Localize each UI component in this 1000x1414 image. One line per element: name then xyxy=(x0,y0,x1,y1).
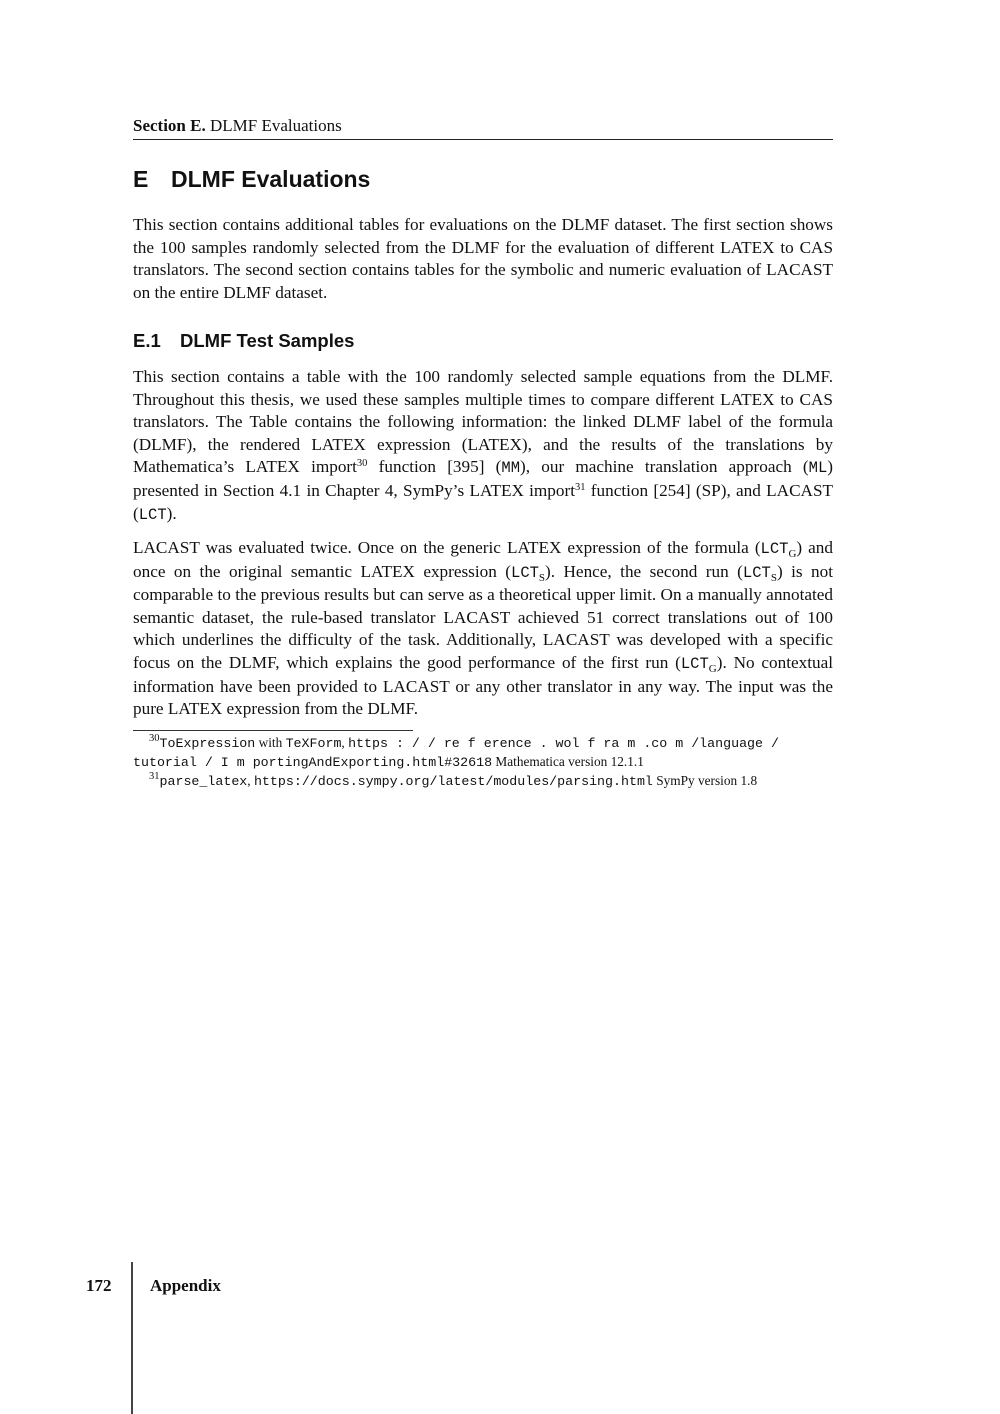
lct-code: LCT xyxy=(138,505,167,524)
section-title: DLMF Evaluations xyxy=(171,166,371,192)
para2-text-c: ). Hence, the second run ( xyxy=(545,561,743,581)
section-number: E xyxy=(133,166,149,192)
footnote-rule xyxy=(133,730,413,731)
footnote-30-text2: , xyxy=(341,735,349,750)
para2-text-a: LACAST was evaluated twice. Once on the generic LATEX expression of the formula ( xyxy=(133,538,761,557)
footnote-31-text3: SymPy version 1.8 xyxy=(652,773,758,788)
para1-text-f: ). xyxy=(166,503,177,523)
lct-s-subscript-2: S xyxy=(770,571,777,584)
test-samples-paragraph xyxy=(133,366,833,526)
para1-text-b: function [395] ( xyxy=(367,457,502,477)
para1-text-e: function [254] (SP), and LACAST ( xyxy=(133,480,833,523)
section-heading xyxy=(133,166,370,193)
running-head xyxy=(133,116,833,140)
footnote-ref-30[interactable]: 30 xyxy=(356,458,368,470)
mm-code: MM xyxy=(501,459,520,478)
footnote-31-code1: parse_latex xyxy=(159,774,248,789)
lct-s-code-2: LCT xyxy=(742,563,771,582)
ml-code: ML xyxy=(808,459,828,478)
lct-g-code-2: LCT xyxy=(680,654,709,673)
footnote-ref-31[interactable]: 31 xyxy=(574,481,586,493)
footnote-30 xyxy=(133,734,833,772)
lct-g-subscript: G xyxy=(788,548,797,560)
para1-text-d: ) presented in Section 4.1 in Chapter 4, SymPy’s LATEX import xyxy=(133,457,833,500)
subsection-heading xyxy=(133,330,354,352)
lct-s-subscript: S xyxy=(538,571,546,584)
para2-text-b: ) and once on the original semantic LATEX expression ( xyxy=(133,538,833,581)
intro-paragraph: This section contains additional tables for evaluations on the DLMF dataset. The first section shows the 100 samples randomly selected from the DLMF for the evaluation of different LATEX to CAS translators. The second section contains tables for the symbolic and numeric evaluation of LACAST on the entire DLMF dataset. xyxy=(133,215,833,302)
subsection-number: E.1 xyxy=(133,330,161,351)
footnote-30-code1: ToExpression xyxy=(159,736,256,751)
footnote-30-mark: 30 xyxy=(149,733,160,744)
para1-text-a: This section contains a table with the 100 randomly selected sample equations from the DLMF. Throughout this thesis, we used these samples multiple times to compare different LATEX to CAS translators. The Table contains the following information: the linked DLMF label of the formula (DLMF), the rendered LATEX expression (LATEX), and the results of the translations by Mathematica’s LATEX import xyxy=(133,367,833,477)
lct-g-code: LCT xyxy=(760,540,789,558)
footnote-30-code2: TeXForm xyxy=(285,736,342,751)
lacast-paragraph xyxy=(133,537,833,721)
lct-s-code: LCT xyxy=(511,563,539,582)
para2-text-d: ) is not comparable to the previous results but can serve as a theoretical upper limit. On a manually annotated semantic dataset, the rule-based translator LACAST achieved 51 correct translations out of 100 which underlines the difficulty of the task. Additionally, LACAST was developed with a specific focus on the DLMF, which explains the good performance of the first run ( xyxy=(133,561,833,672)
subsection-title: DLMF Test Samples xyxy=(180,330,355,351)
para2-text-e: ). No contextual information have been provided to LACAST or any other translator in any way. The input was the pure LATEX expression from the DLMF. xyxy=(133,652,833,719)
lct-g-subscript-2: G xyxy=(708,662,717,675)
footnote-31-url[interactable]: https://docs.sympy.org/latest/modules/parsing.html xyxy=(253,774,653,789)
footnote-31 xyxy=(133,772,833,791)
footnote-31-text1: , xyxy=(247,773,254,788)
footnote-30-url[interactable]: https : / / re f erence . wol f ra m .co m /language / tutorial / I m portingAndExporting.html#32618 xyxy=(133,736,779,770)
footer-title: Appendix xyxy=(150,1276,221,1295)
running-head-section: Section E. xyxy=(133,116,206,135)
para1-text-c: ), our machine translation approach ( xyxy=(520,457,809,477)
running-head-title: DLMF Evaluations xyxy=(209,116,342,135)
footnote-31-mark: 31 xyxy=(149,771,160,782)
footer-divider xyxy=(131,1262,133,1414)
footnote-30-text3: Mathematica version 12.1.1 xyxy=(492,754,644,769)
footnotes xyxy=(133,734,833,791)
footnote-30-text1: with xyxy=(255,735,286,750)
page-number: 172 xyxy=(86,1276,112,1295)
